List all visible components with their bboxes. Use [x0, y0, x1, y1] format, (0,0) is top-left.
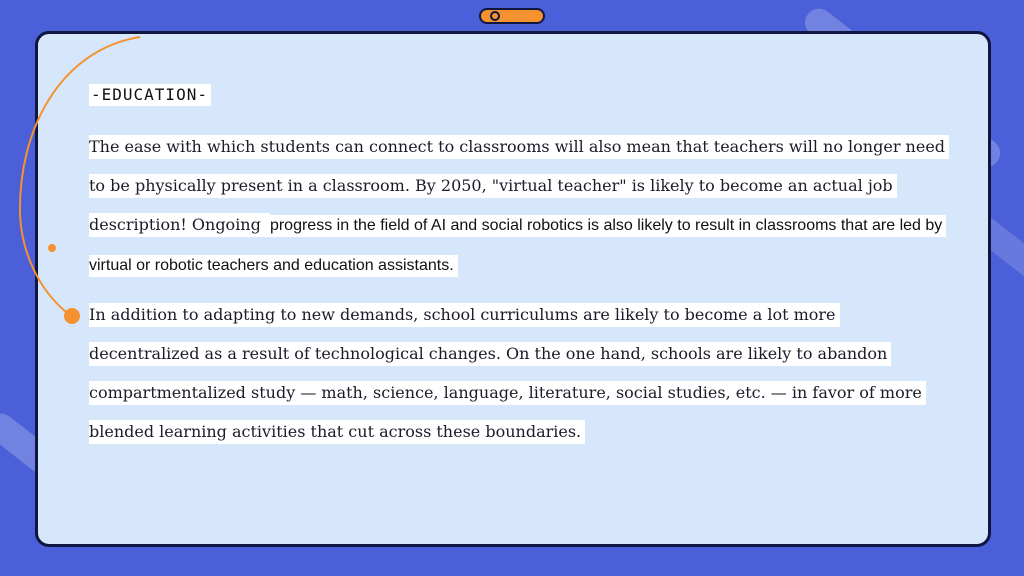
top-pill-tab — [479, 8, 545, 24]
paragraph-2-text: In addition to adapting to new demands, school curriculums are likely to become a lot more decentralized as a result of technological changes. On the one hand, schools are likely to abandon compartmentalized study — math, science, language, literature, social studies, etc. — in favor of more blended learning activities that cut across these boundaries. — [89, 303, 926, 444]
paragraph-2 — [89, 295, 949, 451]
paragraph-1-sans-text: progress in the field of AI and social robotics is also likely to result in classrooms that are led by virtual or robotic teachers and education assistants. — [89, 215, 946, 277]
paragraph-1 — [89, 127, 949, 285]
section-heading: -EDUCATION- — [89, 84, 211, 106]
paragraph-1-serif-text: The ease with which students can connect to classrooms will also mean that teachers will no longer need to be physically present in a classroom. By 2050, "virtual teacher" is likely to become an actual job description! Ongoing — [89, 135, 949, 237]
pill-dot-icon — [490, 11, 500, 21]
content-card — [35, 31, 991, 547]
